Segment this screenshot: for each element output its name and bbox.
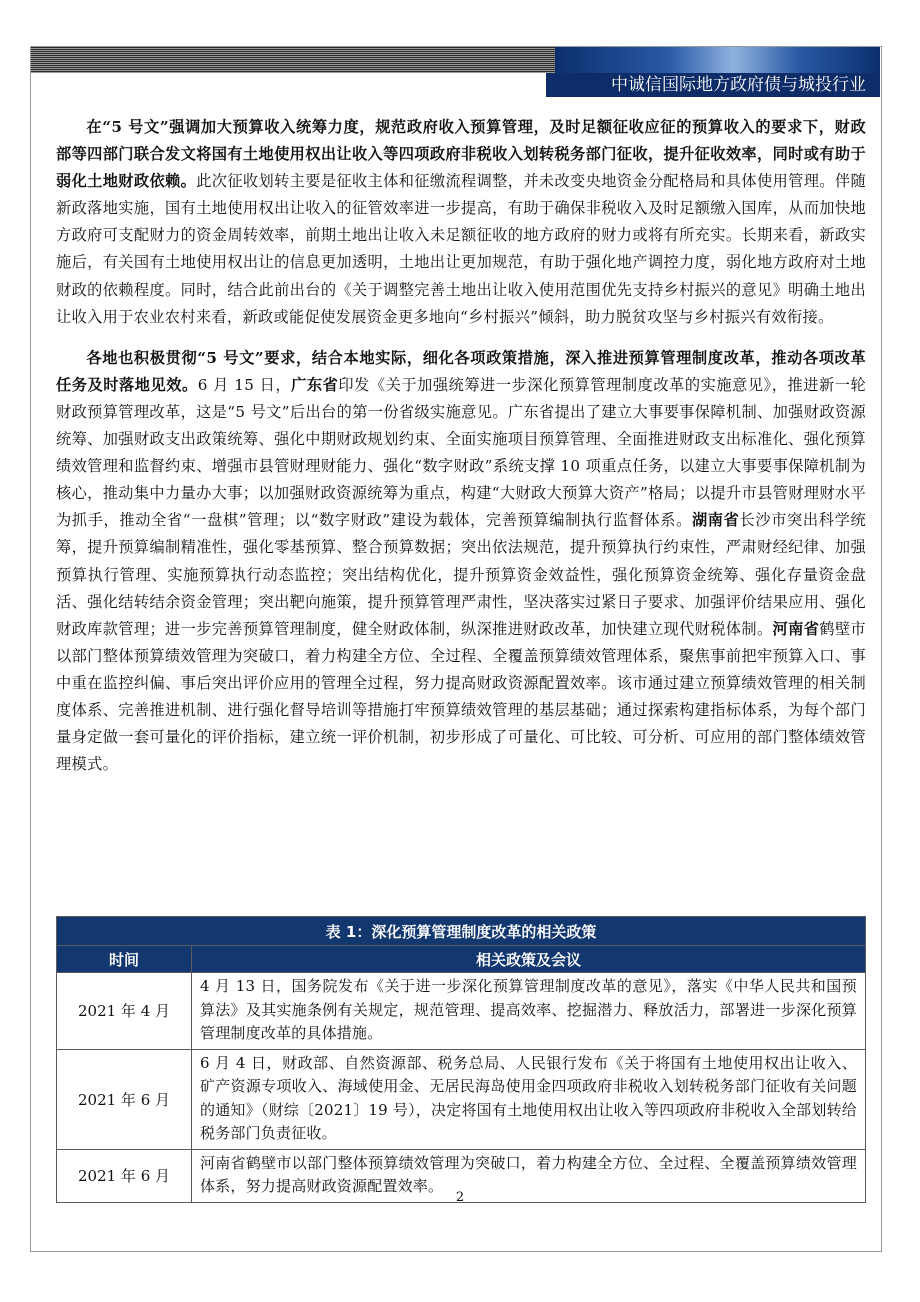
paragraph-2-text-2: 印发《关于加强统筹进一步深化预算管理制度改革的实施意见》，推进新一轮财政预算管理改革，这是“5 号文”后出台的第一份省级实施意见。广东省提出了建立大事要事保障机制、加强财政资源统筹、加强财政支出政策统筹、强化中期财政规划约束、全面实施项目预算管理、全面推进财政支出标准化、强化预算绩效管理和监督约束、增强市县管财理财能力、强化“数字财政”系统支撑 10 项重点任务，以建立大事要事保障机制为核心，推动集中力量办大事；以加强财政资源统筹为重点，构建“大财政大预算大资产”格局；以提升市县管财理财水平为抓手，推动全省“一盘棋”管理；以“数字财政”建设为载体，完善预算编制执行监督体系。	[56, 375, 867, 530]
guangdong-label: 广东省	[291, 375, 339, 394]
paragraph-1	[56, 114, 866, 331]
table-cell-policy: 4 月 13 日，国务院发布《关于进一步深化预算管理制度改革的意见》，落实《中华人民共和国预算法》及其实施条例有关规定，规范管理、提高效率、挖掘潜力、释放活力，部署进一步深化预算管理制度改革的具体措施。	[192, 973, 866, 1050]
page-number: 2	[455, 1190, 465, 1205]
table-row	[57, 1049, 866, 1149]
body-text	[56, 114, 866, 792]
table-row	[57, 973, 866, 1050]
table-cell-date: 2021 年 6 月	[57, 1049, 192, 1149]
header-banner-image	[555, 47, 880, 73]
henan-label: 河南省	[772, 619, 820, 638]
paragraph-1-text: 此次征收划转主要是征收主体和征缴流程调整，并未改变央地资金分配格局和具体使用管理。伴随新政落地实施，国有土地使用权出让收入的征管效率进一步提高，有助于确保非税收入及时足额缴入国库，从而加快地方政府可支配财力的资金周转效率，前期土地出让收入未足额征收的地方政府的财力或将有所充实。长期来看，新政实施后，有关国有土地使用权出让的信息更加透明，土地出让更加规范，有助于强化地产调控力度，弱化地方政府对土地财政的依赖程度。同时，结合此前出台的《关于调整完善土地出让收入使用范围优先支持乡村振兴的意见》明确土地出让收入用于农业农村来看，新政或能促使发展资金更多地向“乡村振兴”倾斜，助力脱贫攻坚与乡村振兴有效衔接。	[56, 172, 866, 326]
paragraph-2-text-1: 6 月 15 日，	[197, 375, 292, 394]
policy-table	[56, 916, 866, 1203]
header-stripes	[31, 47, 555, 73]
table-cell-date: 2021 年 4 月	[57, 973, 192, 1050]
table-cell-policy: 河南省鹤壁市以部门整体预算绩效管理为突破口，着力构建全方位、全过程、全覆盖预算绩效管理体系，努力提高财政资源配置效率。	[192, 1149, 866, 1202]
table-header-policy: 相关政策及会议	[192, 946, 866, 973]
paragraph-2-text-4: 鹤壁市以部门整体预算绩效管理为突破口，着力构建全方位、全过程、全覆盖预算绩效管理体系，聚焦事前把牢预算入口、事中重在监控纠偏、事后突出评价应用的管理全过程，努力提高财政资源配置效率。该市通过建立预算绩效管理的相关制度体系、完善推进机制、进行强化督导培训等措施打牢预算绩效管理的基层基础；通过探索构建指标体系，为每个部门量身定做一套可量化的评价指标，建立统一评价机制，初步形成了可量化、可比较、可分析、可应用的部门整体绩效管理模式。	[56, 619, 866, 774]
header-title: 中诚信国际地方政府债与城投行业	[546, 73, 880, 97]
paragraph-2-text-3: 长沙市突出科学统筹，提升预算编制精准性，强化零基预算、整合预算数据；突出依法规范，提升预算执行约束性，严肃财经纪律、加强预算执行管理、实施预算执行动态监控；突出结构优化，提升预算资金效益性，强化预算资金统筹、强化存量资金盘活、强化结转结余资金管理；突出靶向施策，提升预算管理严肃性，坚决落实过紧日子要求、加强评价结果应用、强化财政库款管理；进一步完善预算管理制度，健全财政体制，纵深推进财政改革，加快建立现代财税体制。	[56, 511, 866, 638]
table-header-time: 时间	[57, 946, 192, 973]
table-cell-date: 2021 年 6 月	[57, 1149, 192, 1202]
paragraph-2-bold: 各地也积极贯彻“5 号文”要求，结合本地实际，细化各项政策措施，深入推进预算管理制度改革，推动各项改革任务及时落地见效。	[56, 348, 866, 394]
hunan-label: 湖南省	[691, 511, 740, 530]
paragraph-1-bold: 在“5 号文”强调加大预算收入统筹力度，规范政府收入预算管理，及时足额征收应征的预算收入的要求下，财政部等四部门联合发文将国有土地使用权出让收入等四项政府非税收入划转税务部门征收，提升征收效率，同时或有助于弱化土地财政依赖。	[56, 118, 866, 191]
table-caption: 表 1：深化预算管理制度改革的相关政策	[57, 917, 866, 946]
table-cell-policy: 6 月 4 日，财政部、自然资源部、税务总局、人民银行发布《关于将国有土地使用权出让收入、矿产资源专项收入、海域使用金、无居民海岛使用金四项政府非税收入划转税务部门征收有关问题的通知》（财综〔2021〕19 号），决定将国有土地使用权出让收入等四项政府非税收入全部划转给税务部门负责征收。	[192, 1049, 866, 1149]
paragraph-2	[56, 345, 866, 779]
